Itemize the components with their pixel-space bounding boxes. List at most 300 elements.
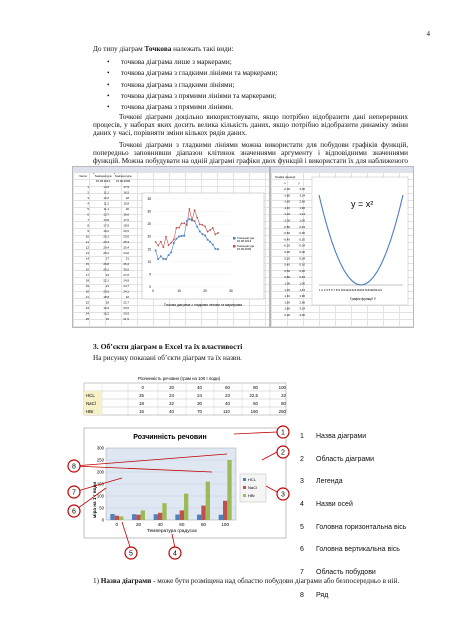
- bar: [136, 515, 140, 520]
- legend-entry: [300, 456, 406, 479]
- table-cell: 11,1: [103, 207, 109, 211]
- table-cell: 17,6: [123, 218, 129, 222]
- function-graph-sheet: [271, 167, 413, 327]
- data-point: [212, 244, 214, 246]
- table-cell: 23: [85, 306, 89, 310]
- entry-number: 2: [300, 455, 304, 463]
- callout-number: 3: [281, 491, 285, 499]
- table-cell: 12,2: [103, 196, 109, 200]
- x-axis-title: Температура градусах: [146, 529, 198, 534]
- table-cell: 22: [85, 300, 89, 305]
- table-cell: -1,20: [283, 212, 290, 217]
- data-point: [183, 222, 185, 224]
- table-header-cell: 60: [225, 385, 230, 390]
- table-cell: 25,3: [123, 240, 129, 244]
- x-tick-label: 40: [157, 522, 163, 527]
- table-cell: -1,00: [283, 218, 290, 223]
- table-cell: 20,1: [103, 234, 109, 239]
- table-cell: 22,5: [249, 393, 258, 398]
- table-cell: 0,00: [299, 250, 305, 254]
- bar: [219, 515, 223, 520]
- solubility-table: [84, 383, 287, 415]
- x-tick-label: 20: [203, 289, 207, 293]
- data-point: [189, 218, 191, 220]
- data-point: [196, 226, 198, 228]
- table-cell: 3,24: [299, 193, 305, 198]
- table-cell: 1,20: [284, 287, 290, 292]
- callout-7: [68, 486, 80, 498]
- data-point: [202, 224, 204, 226]
- list-item: • точкова діаграма лише з маркерами;: [107, 57, 277, 68]
- callout-number: 6: [72, 508, 76, 516]
- table-cell: 0,60: [284, 268, 290, 273]
- callout-number: 4: [173, 550, 177, 558]
- footer-paragraph: 1) Назва діаграми - може бути розміщена над областю побудови діаграми або безпосередньо в ній.: [93, 577, 400, 585]
- table-cell: 60: [253, 401, 258, 406]
- table-cell: 1,60: [284, 300, 290, 305]
- chart-objects-legend: [300, 433, 406, 615]
- data-point: [199, 231, 201, 233]
- table-cell: 26,2: [103, 267, 109, 272]
- table-cell: 11: [85, 240, 89, 244]
- table-cell: 23,5: [123, 306, 129, 310]
- callout-5: [125, 547, 137, 559]
- table-cell: 16,6: [123, 212, 129, 217]
- table-cell: 24: [105, 273, 109, 277]
- data-point: [157, 258, 159, 260]
- table-cell: -1,40: [283, 205, 290, 210]
- table-cell: 19,2: [103, 229, 109, 233]
- entry-number: 7: [300, 569, 304, 577]
- table-cell: 19: [85, 284, 89, 288]
- table-cell: 0,64: [299, 224, 305, 229]
- x-tick-label: 20: [135, 522, 142, 527]
- table-cell: -0,20: [283, 243, 290, 248]
- table-cell: 24: [85, 311, 89, 316]
- table-cell: 22: [281, 393, 286, 398]
- y-tick-label: 100: [96, 493, 104, 499]
- bar: [158, 513, 162, 520]
- table-row-label: HBr: [86, 409, 94, 414]
- table-cell: 1,40: [284, 294, 290, 299]
- data-point: [181, 235, 183, 237]
- y-tick-label: 300: [96, 445, 104, 451]
- table-cell: 16: [85, 267, 89, 272]
- table-cell: 0,64: [299, 275, 305, 280]
- table-cell: 11,2: [103, 201, 109, 206]
- entry-number: 6: [300, 546, 304, 554]
- table-cell: 24,7: [123, 284, 129, 288]
- data-point: [209, 241, 211, 243]
- function-table: [275, 175, 305, 317]
- table-cell: 20: [125, 207, 129, 211]
- table-cell: 7: [87, 218, 89, 222]
- table-cell: 12,7: [103, 212, 109, 217]
- table-cell: 0,36: [299, 231, 305, 236]
- table-cell: 2,00: [284, 313, 290, 317]
- data-point: [212, 227, 214, 229]
- table-cell: 24: [197, 393, 202, 398]
- table-cell: 20,9: [123, 311, 129, 316]
- chart-caption: Точкова діаграма з гладкими лініями та маркерами: [163, 303, 243, 307]
- table-cell: 0,80: [284, 275, 290, 280]
- legend-swatch: [243, 486, 246, 489]
- bar: [180, 510, 184, 520]
- table-cell: 15,8: [123, 201, 129, 206]
- data-point: [157, 245, 159, 247]
- table-cell: 17,5: [103, 223, 109, 228]
- table-cell: 15,2: [103, 311, 109, 316]
- callout-4: [169, 547, 181, 559]
- data-point: [155, 241, 157, 243]
- table-cell: 0,36: [299, 268, 305, 273]
- entry-number: 8: [300, 591, 304, 599]
- legend-marker: [233, 245, 236, 248]
- data-point: [178, 227, 180, 229]
- table-cell: 1,80: [284, 306, 290, 311]
- callout-number: 7: [72, 489, 76, 497]
- legend-swatch: [243, 494, 246, 497]
- table-cell: 8: [87, 223, 89, 228]
- col-x-header: x: [284, 181, 286, 185]
- entry-number: 3: [300, 478, 304, 486]
- table-cell: 31: [125, 256, 129, 261]
- table-cell: 3: [87, 196, 89, 200]
- table-cell: 22: [125, 295, 129, 299]
- table-cell: 18,9: [123, 223, 129, 228]
- table-cell: 0,40: [284, 262, 290, 267]
- table-cell: 11,1: [103, 190, 109, 195]
- function-graph-screenshot: [270, 166, 414, 328]
- table-cell: 27,6: [123, 273, 129, 277]
- table-cell: 15: [85, 262, 89, 266]
- list-item: • точкова діаграма з гладкими лініями;: [107, 80, 277, 91]
- formula-label: y = x²: [351, 199, 374, 209]
- callout-2: [277, 446, 289, 458]
- table-cell: 13: [85, 251, 89, 255]
- data-point: [163, 246, 165, 248]
- y-tick-label: 15: [147, 247, 151, 252]
- table-cell: 22,1: [103, 278, 109, 283]
- callout-number: 2: [281, 449, 285, 457]
- table-cell: 2: [87, 190, 89, 195]
- legend-entry: [300, 501, 406, 524]
- table-cell: 24: [169, 393, 174, 398]
- column-header-bar: [73, 167, 269, 172]
- data-point: [215, 248, 217, 250]
- x-tick-label: 80: [200, 522, 207, 527]
- table-cell: 20,4: [103, 245, 109, 250]
- table-cell: 3,24: [299, 306, 305, 311]
- table-cell: -0,40: [283, 237, 290, 242]
- entry-label: Область діаграми: [316, 455, 375, 463]
- data-point: [168, 244, 170, 246]
- chart-objects-figure: [62, 368, 294, 562]
- data-point: [176, 227, 178, 229]
- table-cell: 21: [105, 284, 109, 288]
- table-cell: 21: [85, 295, 89, 299]
- data-point: [186, 224, 188, 226]
- temperature-table: [79, 174, 132, 321]
- table-cell: 18,8: [103, 295, 109, 299]
- table-cell: 4,00: [299, 187, 305, 191]
- table-cell: 12: [85, 245, 89, 250]
- table-cell: 17,9: [123, 185, 129, 189]
- table-cell: 0,04: [299, 243, 305, 248]
- x-tick-label: 100: [221, 522, 230, 527]
- col-y-header: y: [298, 181, 300, 185]
- data-point: [204, 226, 206, 228]
- data-point: [181, 222, 183, 224]
- list-item: • точкова діаграма з гладкими лініями та маркерами;: [107, 68, 277, 79]
- table-cell: 1,44: [299, 287, 305, 292]
- data-point: [209, 229, 211, 231]
- callout-number: 8: [72, 463, 76, 471]
- callout-8: [68, 460, 80, 472]
- legend-label: Температура: [237, 236, 254, 240]
- table-cell: 15: [139, 409, 144, 414]
- data-point: [207, 239, 209, 241]
- table-cell: -0,80: [283, 224, 290, 229]
- bar: [115, 516, 119, 520]
- table-header-cell: 0: [141, 385, 144, 390]
- table-cell: 0,00: [284, 250, 290, 254]
- chart-title: Розчинність речовин: [133, 434, 207, 441]
- table-cell: 26,8: [103, 262, 109, 266]
- legend-label: Температура: [237, 244, 254, 248]
- y-axis-title: міра на 1 г води: [92, 481, 97, 519]
- data-point: [199, 223, 201, 225]
- table-row-label: NaCl: [86, 401, 96, 406]
- bar: [206, 482, 210, 520]
- data-point: [194, 220, 196, 222]
- bar: [175, 514, 179, 520]
- table-header-cell: 80: [253, 385, 258, 390]
- entry-label: Легенда: [316, 478, 343, 486]
- data-point: [163, 258, 165, 260]
- intro-bold: Точкова: [144, 45, 172, 53]
- entry-label: Назва діаграми: [316, 433, 367, 440]
- legend-label: NaCl: [248, 485, 257, 490]
- table-cell: 30,5: [123, 267, 129, 272]
- list-item: • точкова діаграма з прямими лініями та маркерами;: [107, 91, 277, 102]
- data-point: [165, 258, 167, 260]
- callout-1: [277, 426, 289, 438]
- table-cell: 17: [85, 273, 89, 277]
- table-cell: 10: [85, 234, 89, 239]
- table-cell: 23,6: [123, 234, 129, 239]
- table-cell: 22: [169, 401, 174, 406]
- table-cell: 160: [250, 409, 258, 414]
- table-cell: -1,60: [283, 199, 290, 204]
- table-cell: 25,4: [123, 245, 129, 250]
- section-heading: 3. Об’єкти діаграм в Excel та їх властивості: [93, 342, 243, 351]
- table-row-label: HCL: [86, 393, 95, 398]
- y-tick-label: 0: [149, 285, 151, 289]
- table-cell: 26,2: [103, 251, 109, 255]
- entry-label: Головна горизонтальна вісь: [316, 523, 407, 531]
- table-cell: 0,16: [299, 237, 305, 242]
- bar: [141, 510, 145, 520]
- data-point: [168, 254, 170, 256]
- bar: [223, 501, 227, 520]
- data-point: [173, 239, 175, 241]
- table-cell: 24,6: [123, 251, 129, 255]
- bar: [184, 494, 188, 520]
- section-subtext: На рисунку показані об’єкти діаграм та їх назви.: [93, 354, 242, 362]
- table-cell: 23: [225, 393, 230, 398]
- table-cell: 18: [105, 300, 109, 305]
- temperature-spreadsheet-screenshot: [72, 166, 270, 328]
- table-cell: 1,96: [299, 205, 305, 210]
- x-tick-label: 30: [229, 289, 233, 293]
- temperature-chart: [142, 193, 264, 307]
- data-point: [217, 232, 219, 234]
- table-cell: 1,00: [284, 281, 290, 286]
- y-tick-label: 50: [99, 505, 104, 511]
- table-cell: 15: [105, 317, 109, 321]
- y-tick-label: 20: [147, 234, 151, 239]
- table-cell: 1,00: [299, 218, 305, 223]
- table-cell: 1,96: [299, 294, 305, 299]
- table-cell: 18: [125, 196, 129, 200]
- legend-label: HBr: [248, 493, 255, 498]
- entry-label: Ряд: [316, 591, 329, 599]
- bar: [110, 514, 114, 520]
- table-cell: 22,7: [123, 300, 129, 305]
- y-tick-label: 35: [147, 197, 151, 201]
- column-header: Температура: [94, 174, 112, 178]
- bar: [197, 515, 201, 520]
- table-cell: 2,56: [299, 199, 305, 204]
- x-tick-label: 10: [177, 289, 181, 293]
- x-axis-numbers: 1 2 3 4 5 6 7 8 9 10111213141516171819202121: [319, 288, 383, 292]
- table-cell: 6: [87, 212, 89, 217]
- data-point: [178, 236, 180, 238]
- temperature-spreadsheet: [73, 167, 269, 327]
- table-cell: 0,04: [299, 256, 305, 261]
- table-cell: 4: [87, 201, 89, 206]
- table-cell: 20,5: [103, 289, 109, 294]
- table-cell: 27: [105, 256, 109, 261]
- y-tick-label: 250: [96, 457, 104, 463]
- x-tick-label: 0: [115, 522, 119, 527]
- table-cell: 25: [139, 393, 144, 398]
- data-point: [215, 234, 217, 236]
- footer-bold: Назва діаграми: [100, 577, 152, 585]
- data-point: [183, 235, 185, 237]
- table-cell: -2,00: [283, 187, 290, 191]
- table-cell: 23,5: [123, 229, 129, 233]
- bar: [132, 514, 136, 520]
- chart-caption: Графік функції Y: [349, 297, 377, 301]
- table-cell: 4,00: [299, 313, 305, 317]
- chart-types-list: [107, 57, 277, 113]
- callout-number: 1: [281, 429, 285, 437]
- column-subheader: 15.06.2013: [96, 179, 110, 183]
- table-cell: 30: [197, 401, 202, 406]
- legend-marker: [233, 237, 236, 240]
- entry-number: 4: [300, 501, 304, 509]
- y-tick-label: 30: [147, 209, 151, 214]
- legend-entry: [300, 478, 406, 501]
- data-point: [217, 248, 219, 250]
- table-header-cell: 20: [169, 385, 174, 390]
- callout-6: [68, 505, 80, 517]
- x-tick-label: 60: [179, 522, 185, 527]
- table-cell: 21,5: [123, 317, 129, 321]
- table-cell: -0,60: [283, 231, 290, 236]
- legend-entry: [300, 546, 406, 569]
- bar: [227, 460, 231, 520]
- legend-label: 15.06.2009: [237, 247, 251, 251]
- data-point: [160, 241, 162, 243]
- table-cell: 16,5: [123, 190, 129, 195]
- data-point: [196, 217, 198, 219]
- sheet-title: Графік функції: [275, 175, 296, 179]
- table-cell: 70: [197, 409, 202, 414]
- data-point: [191, 220, 193, 222]
- legend-swatch: [243, 478, 246, 481]
- y-tick-label: 150: [96, 481, 104, 487]
- legend-entry: [300, 592, 406, 615]
- bar: [119, 516, 123, 520]
- table-cell: 110: [223, 409, 230, 414]
- entry-label: Назви осей: [316, 501, 353, 509]
- table-cell: 5: [87, 207, 89, 211]
- y-tick-label: 5: [149, 272, 151, 277]
- paragraph-1: Точкові діаграми доцільно використовувати, якщо потрібно відобразити дані неперервних процесів, у наборах яких досить велика кількість даних, якщо потрібно відобразити динаміку зміни даних у часі, порівняти зміни кількох рядів даних.: [93, 113, 408, 138]
- function-chart: [312, 177, 408, 305]
- table-cell: 26,4: [123, 262, 129, 266]
- data-point: [165, 236, 167, 238]
- table-cell: 250: [278, 409, 286, 414]
- table-cell: 1: [87, 185, 89, 189]
- table-cell: -1,80: [283, 193, 290, 198]
- data-point: [189, 208, 191, 210]
- table-cell: 18: [85, 278, 89, 283]
- data-point: [173, 242, 175, 244]
- bar: [162, 503, 166, 520]
- data-point: [155, 250, 157, 252]
- table-cell: 0,20: [284, 256, 290, 261]
- paragraph-2: Точкові діаграми з гладкими лініями можна використати для побудови графіків функцій, попередньо заповнивши діапазон клітинок значеннями аргументу і відповідними значеннями функцій. Можна побудувати на одній діаграмі графіки двох функцій і використати їх для наближеного: [93, 141, 408, 166]
- column-subheader: 15.06.2009: [116, 179, 130, 183]
- table-header-cell: 100: [278, 385, 286, 390]
- column-header: Температура: [114, 174, 132, 178]
- table-cell: 14,5: [103, 185, 109, 189]
- intro-text: До типу діаграм Точкова належать такі види:: [93, 45, 234, 53]
- table-cell: 16,9: [103, 306, 109, 310]
- table-cell: 25: [85, 317, 89, 321]
- entry-label: Область побудови: [316, 569, 376, 577]
- bar: [154, 514, 158, 520]
- chart-area: [312, 177, 408, 305]
- data-point: [176, 238, 178, 240]
- column-header-bar: [271, 167, 413, 172]
- table-title: Розчинність речовин (грам на 100 г води): [138, 376, 221, 381]
- y-tick-label: 10: [147, 259, 151, 264]
- table-cell: 24,9: [123, 278, 129, 283]
- table-cell: 80: [281, 401, 286, 406]
- entry-number: 5: [300, 523, 304, 531]
- bar: [201, 506, 205, 520]
- column-header: Число: [78, 174, 88, 178]
- table-header-cell: 40: [197, 385, 202, 390]
- legend-label: 15.06.2013: [237, 239, 251, 243]
- table-cell: 14: [85, 256, 89, 261]
- data-point: [170, 251, 172, 253]
